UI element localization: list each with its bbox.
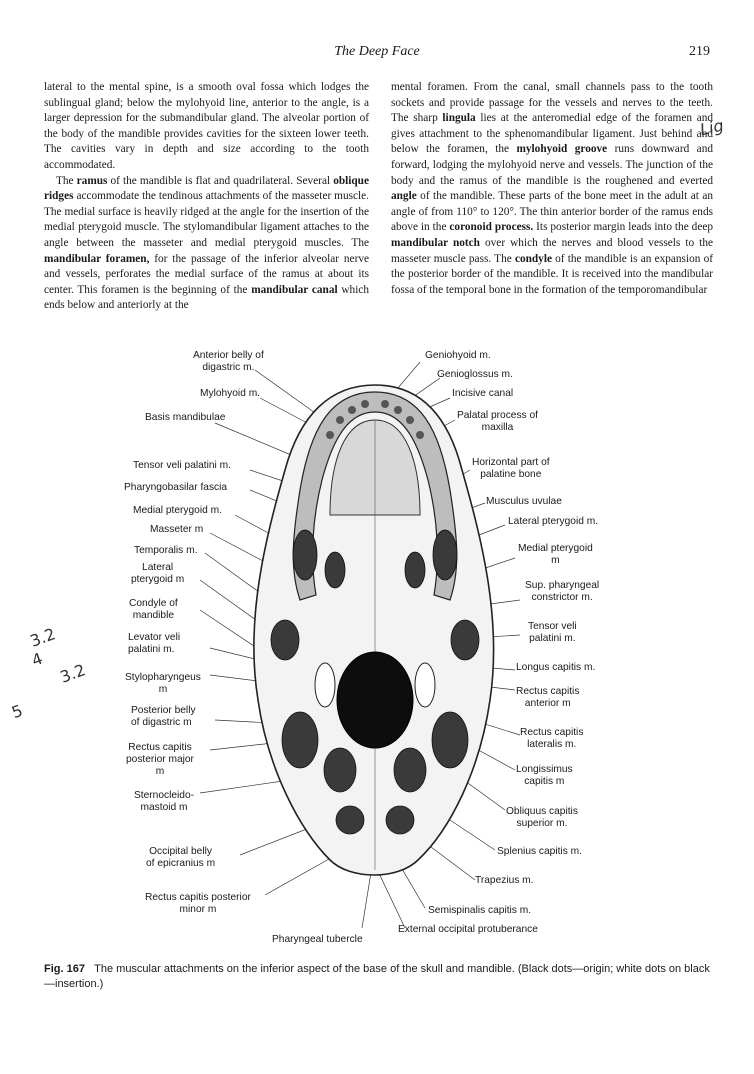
label-anterior-belly-digastric: Anterior belly of digastric m.: [193, 350, 264, 373]
term-angle: angle: [391, 190, 417, 203]
figure-number: Fig. 167: [44, 963, 85, 975]
label-geniohyoid: Geniohyoid m.: [425, 350, 491, 361]
label-sternocleidomastoid: Sternocleido- mastoid m: [134, 790, 195, 813]
skull-base-figure: [0, 340, 754, 960]
label-basis-mandibulae: Basis mandibulae: [145, 412, 226, 423]
occipital-condyle-right: [415, 663, 435, 707]
handwritten-note-2: 4: [29, 648, 46, 671]
term-coronoid-process: coronoid process.: [449, 221, 534, 234]
label-lateral-pterygoid-right: Lateral pterygoid m.: [508, 516, 599, 527]
label-splenius-capitis: Splenius capitis m.: [497, 846, 582, 857]
label-semispinalis-capitis: Semispinalis capitis m.: [428, 905, 532, 916]
label-pharyngeal-tubercle: Pharyngeal tubercle: [272, 934, 363, 945]
caption-text: The muscular attachments on the inferior aspect of the base of the skull and mandible. (Black dots—origin; white dots on black—insertion.): [44, 963, 710, 990]
label-rectus-capitis-anterior: Rectus capitis anterior m: [516, 686, 580, 709]
label-medial-pterygoid-right: Medial pterygoid m: [518, 543, 593, 566]
term-oblique-ridges: oblique ridges: [44, 174, 369, 203]
label-incisive-canal: Incisive canal: [452, 388, 514, 399]
label-palatal-process-maxilla: Palatal process of maxilla: [457, 410, 538, 433]
label-tensor-veli-palatini-right: Tensor veli palatini m.: [528, 621, 577, 644]
label-medial-pterygoid-left: Medial pterygoid m.: [133, 505, 222, 516]
paragraph-3: mental foramen. From the canal, small channels pass to the tooth sockets and provide passage for the vessels and nerves to the teeth. The sharp lingula lies at the anteromedial edge of the foramen and gives attachment to the sphenomandibular ligament. Just behind and below the foramen, the mylohyoid groove runs downward and forward, lodging the mylohyoid nerve and vessels. The junction of the body and the ramus of the mandible is the roughened and everted angle of the mandible. These parts of the bone meet in the adult at an angle of from 110° to 120°. The thin anterior border of the ramus ends above in the coronoid process. Its posterior margin leads into the deep mandibular notch over which the nerves and blood vessels to the masseter muscle pass. The condyle of the mandible is an expansion of the posterior border of the mandible. It is received into the mandibular fossa of the temporal bone in the formation of the temporomandibular: [391, 81, 713, 296]
label-lateral-pterygoid-left: Lateral pterygoid m: [131, 562, 185, 585]
label-tensor-veli-palatini-left: Tensor veli palatini m.: [133, 460, 231, 471]
left-text-column: [44, 80, 369, 314]
label-musculus-uvulae: Musculus uvulae: [486, 496, 562, 507]
label-temporalis: Temporalis m.: [134, 545, 198, 556]
label-rectus-capitis-posterior-major: Rectus capitis posterior major m: [126, 742, 194, 777]
term-mandibular-notch: mandibular notch: [391, 236, 480, 249]
label-posterior-belly-digastric: Posterior belly of digastric m: [131, 705, 196, 728]
label-longus-capitis: Longus capitis m.: [516, 662, 596, 673]
label-stylopharyngeus: Stylopharyngeus m: [125, 672, 201, 695]
term-mandibular-canal: mandibular canal: [251, 283, 338, 296]
paragraph-1: lateral to the mental spine, is a smooth oval fossa which lodges the sublingual gland; below the mylohyoid line, anterior to the angle, is a larger depression for the submandibular gland. The alveolar portion of the body of the mandible provides cavities for the sixteen lower teeth. The cavities vary in depth and size according to the tooth accommodated.: [44, 81, 369, 171]
page-number: 219: [689, 44, 710, 59]
handwritten-note-3: 3.2: [57, 660, 88, 687]
running-head-title: The Deep Face: [334, 44, 420, 59]
paragraph-2: The ramus of the mandible is flat and quadrilateral. Several oblique ridges accommodate the tendinous attachments of the masseter muscle. The medial surface is heavily ridged at the angle for the insertion of the medial pterygoid muscle. The stylomandibular ligament attaches to the angle between the masseter and medial pterygoid muscles. The mandibular foramen, for the passage of the inferior alveolar nerve and vessels, perforates the medial surface of the ramus at about its center. This foramen is the beginning of the mandibular canal which ends below and anteriorly at the: [44, 174, 370, 312]
label-mylohyoid: Mylohyoid m.: [200, 388, 261, 399]
occipital-condyle-left: [315, 663, 335, 707]
label-horizontal-part-palatine: Horizontal part of palatine bone: [472, 457, 550, 480]
handwritten-note-1: 3.2: [27, 624, 58, 651]
figure-caption: [44, 962, 714, 992]
label-occipital-belly-epicranius: Occipital belly of epicranius m: [146, 846, 216, 869]
label-genioglossus: Genioglossus m.: [437, 369, 513, 380]
term-mylohyoid-groove: mylohyoid groove: [516, 143, 608, 156]
label-rectus-capitis-posterior-minor: Rectus capitis posterior minor m: [145, 892, 251, 915]
label-obliquus-capitis-superior: Obliquus capitis superior m.: [506, 806, 578, 829]
handwritten-note-4: 5: [9, 700, 26, 723]
label-trapezius: Trapezius m.: [475, 875, 534, 886]
term-mandibular-foramen: mandibular foramen,: [44, 252, 150, 265]
label-rectus-capitis-lateralis: Rectus capitis lateralis m.: [520, 727, 584, 750]
term-lingula: lingula: [442, 112, 476, 125]
label-condyle-of-mandible: Condyle of mandible: [129, 598, 178, 621]
label-pharyngobasilar-fascia: Pharyngobasilar fascia: [124, 482, 228, 493]
label-sup-pharyngeal-constrictor: Sup. pharyngeal constrictor m.: [525, 580, 600, 603]
label-longissimus-capitis: Longissimus capitis m: [516, 764, 573, 787]
label-external-occipital-protuberance: External occipital protuberance: [398, 924, 538, 935]
foramen-magnum: [337, 652, 413, 748]
skull-base-illustration: [0, 340, 754, 960]
right-text-column: [391, 80, 713, 298]
label-levator-veli-palatini: Levator veli palatini m.: [128, 632, 181, 655]
term-ramus: ramus: [76, 174, 108, 187]
handwritten-note-lig: Lig: [698, 115, 726, 140]
label-masseter: Masseter m: [150, 524, 204, 535]
term-condyle: condyle: [514, 252, 552, 265]
